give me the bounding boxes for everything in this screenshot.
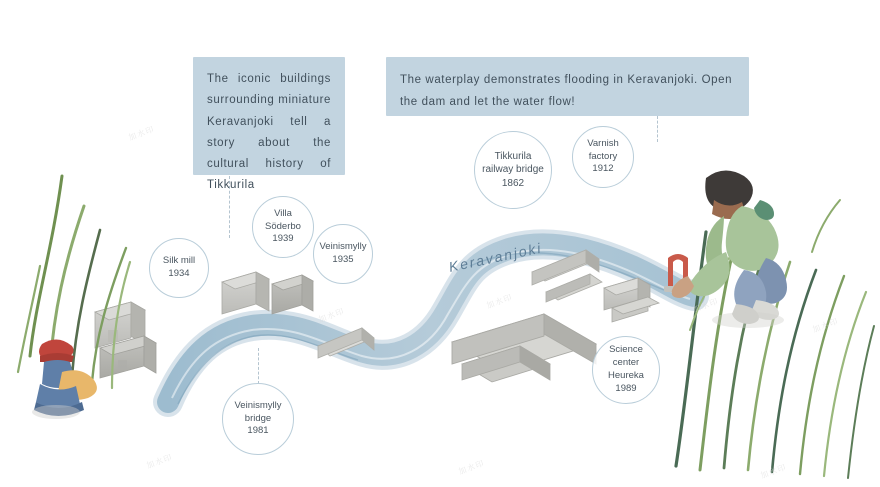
watermark: 加水印 (691, 296, 720, 315)
label-varnish-factory-year: 1912 (592, 163, 614, 175)
watermark: 加水印 (485, 292, 514, 311)
label-veinismylly-bridge[interactable] (222, 383, 294, 455)
label-varnish-factory[interactable] (572, 126, 634, 188)
child-figure-left (32, 339, 97, 419)
watermark: 加水印 (759, 462, 788, 481)
leader-line-bridge (258, 348, 259, 384)
label-science-center-heureka-name: Science center Heureka (608, 344, 644, 381)
label-veinismylly-bridge-name: Veinismylly bridge (234, 399, 282, 424)
label-silk-mill-year: 1934 (168, 268, 190, 279)
label-veinismylly[interactable] (313, 224, 373, 284)
callout-iconic-buildings: The iconic buildings surrounding miniature Keravanjoki tell a story about the cultural history of Tikkurila (193, 57, 345, 175)
label-tikkurila-railway-bridge-year: 1862 (501, 177, 525, 189)
watermark: 加水印 (457, 458, 486, 477)
svg-text:Keravanjoki: Keravanjoki (447, 239, 544, 275)
label-veinismylly-year: 1935 (332, 254, 354, 265)
watermark: 加水印 (127, 124, 156, 143)
label-silk-mill-name: Silk mill (162, 255, 196, 267)
label-veinismylly-bridge-year: 1981 (247, 425, 269, 437)
label-villa-soderbo-year: 1939 (272, 233, 294, 245)
label-varnish-factory-name: Varnish factory (587, 137, 619, 162)
label-villa-soderbo-name: Villa Söderbo (265, 207, 301, 232)
label-tikkurila-railway-bridge-name: Tikkurila railway bridge (482, 150, 544, 176)
callout-waterplay-flooding: The waterplay demonstrates flooding in Keravanjoki. Open the dam and let the water flow! (386, 57, 749, 116)
watermark: 加水印 (811, 316, 840, 335)
watermark: 加水印 (145, 452, 174, 471)
label-tikkurila-railway-bridge[interactable] (474, 131, 552, 209)
grass-left (18, 176, 130, 388)
label-science-center-heureka-year: 1989 (615, 382, 637, 394)
label-villa-soderbo[interactable] (252, 196, 314, 258)
watermark: 加水印 (317, 306, 346, 325)
label-science-center-heureka[interactable] (592, 336, 660, 404)
leader-line-right (657, 116, 658, 142)
building-villa-soderbo (222, 272, 313, 314)
label-veinismylly-name: Veinismylly (319, 241, 367, 253)
label-silk-mill[interactable] (149, 238, 209, 298)
building-science-center-heureka (452, 314, 596, 382)
